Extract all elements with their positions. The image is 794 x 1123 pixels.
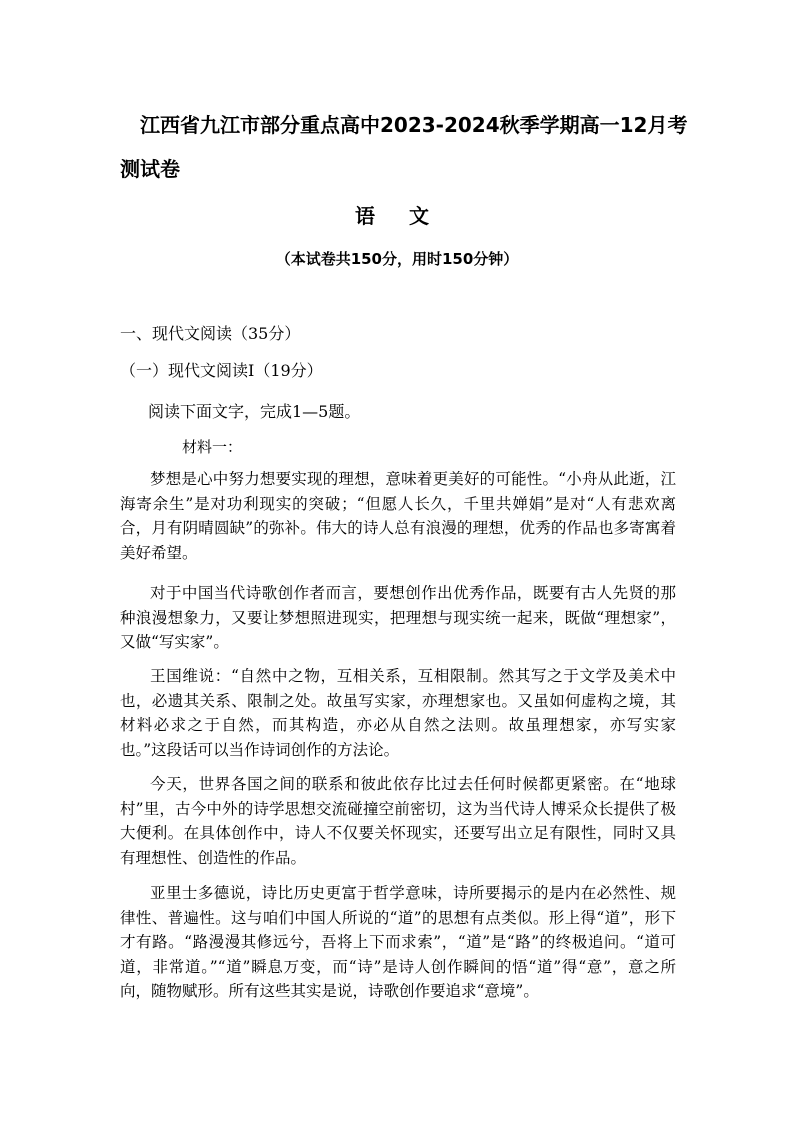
material-label: 材料一： <box>182 438 243 456</box>
exam-title: 江西省九江市部分重点高中2023-2024秋季学期高一12月考测试卷 <box>120 113 688 181</box>
paragraph: 梦想是心中努力想要实现的理想，意味着更美好的可能性。“小舟从此逝，江海寄余生”是对功利现实的突破；“但愿人长久，千里共婵娟”是对“人有悲欢离合，月有阴晴圆缺”的弥补。伟大的诗人总有浪漫的理想，优秀的作品也多寄寓着美好希望。 <box>120 470 676 562</box>
section-heading-1: 一、现代文阅读（35分） <box>120 324 301 343</box>
section-heading-2: （一）现代文阅读Ⅰ（19分） <box>120 361 323 380</box>
exam-meta-info: （本试卷共150分，用时150分钟） <box>275 250 519 268</box>
paragraph: 亚里士多德说，诗比历史更富于哲学意味，诗所要揭示的是内在必然性、规律性、普遍性。这与咱们中国人所说的“道”的思想有点类似。形上得“道”，形下才有路。“路漫漫其修远兮，吾将上下而求索”，“道”是“路”的终极追问。“道可道，非常道。”“道”瞬息万变，而“诗”是诗人创作瞬间的悟“道”得“意”，意之所向，随物赋形。所有这些其实是说，诗歌创作要追求“意境”。 <box>120 884 676 1000</box>
paragraph: 今天，世界各国之间的联系和彼此依存比过去任何时候都更紧密。在“地球村”里，古今中外的诗学思想交流碰撞空前密切，这为当代诗人博采众长提供了极大便利。在具体创作中，诗人不仅要关怀现实，还要写出立足有限性，同时又具有理想性、创造性的作品。 <box>120 775 676 867</box>
reading-instruction: 阅读下面文字，完成1—5题。 <box>148 402 361 421</box>
subject-heading: 语文 <box>355 204 463 228</box>
paragraph: 对于中国当代诗歌创作者而言，要想创作出优秀作品，既要有古人先贤的那种浪漫想象力，又要让梦想照进现实，把理想与现实统一起来，既做“理想家”，又做“写实家”。 <box>120 584 676 651</box>
paragraph: 王国维说：“自然中之物，互相关系，互相限制。然其写之于文学及美术中也，必遗其关系、限制之处。故虽写实家，亦理想家也。又虽如何虚构之境，其材料必求之于自然，而其构造，亦必从自然之法则。故虽理想家，亦写实家也。”这段话可以当作诗词创作的方法论。 <box>120 667 676 759</box>
